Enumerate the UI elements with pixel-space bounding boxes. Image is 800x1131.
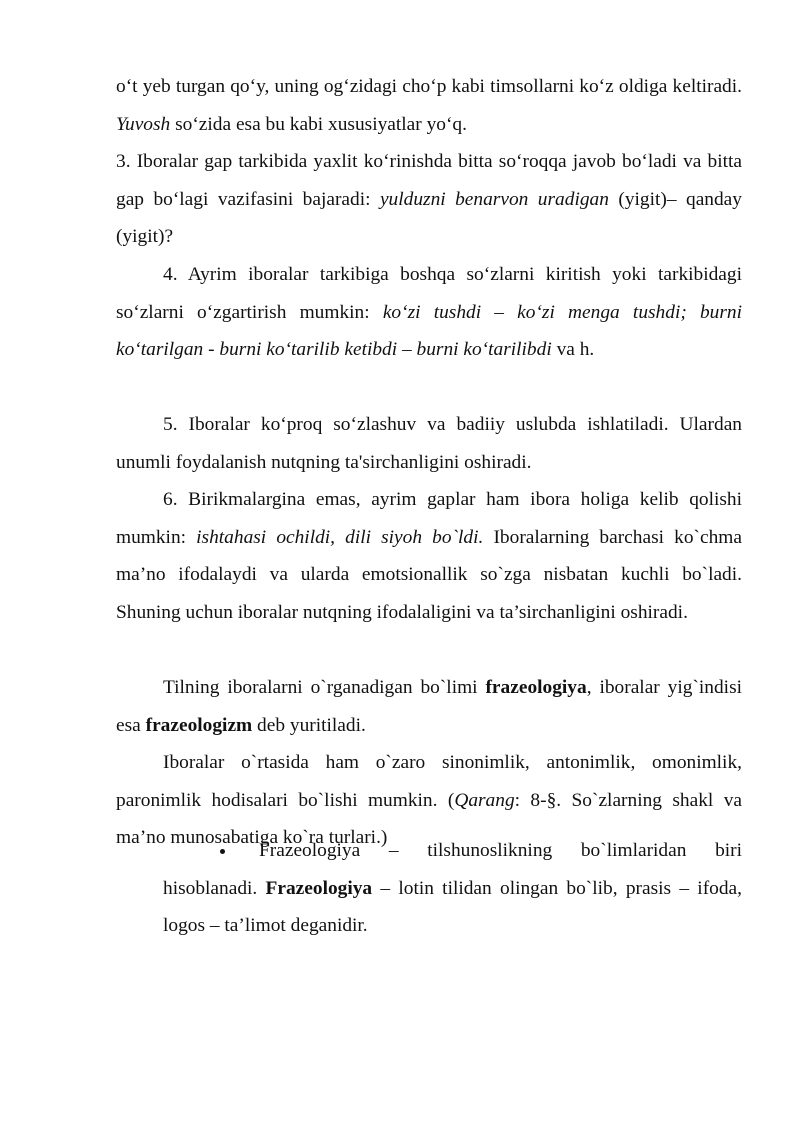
text: va h. <box>551 339 595 361</box>
bold-term: Frazeologiya <box>265 877 373 899</box>
paragraph-point-6 <box>116 481 742 631</box>
text: Tilning iboralarni o`rganadigan bo`limi <box>163 677 486 698</box>
text: – lotin tilidan olingan bo`lib, prasis – ifoda, logos – ta’limot deganidir. <box>163 877 743 937</box>
italic-term: Yuvosh <box>116 113 171 135</box>
paragraph-point-5 <box>116 406 742 481</box>
text: so‘zida esa bu kabi xususiyatlar yo‘q. <box>170 113 467 135</box>
italic-term: Qarang <box>454 789 515 811</box>
italic-example: ishtahasi ochildi, dili siyoh bo`ldi. <box>196 526 484 548</box>
paragraph-point-4 <box>116 256 742 369</box>
bold-term: frazeologizm <box>145 714 253 736</box>
italic-example: yulduzni benarvon uradigan <box>379 188 609 210</box>
paragraph-qoy-timsol <box>116 68 742 143</box>
text: Iboralar o`rtasida ham o`zaro sinonimlik, antonimlik, omonimlik, paronimlik hodisalari bo`lishi mumkin. ( <box>116 752 742 811</box>
text: Iboralarning barchasi ko`chma ma’no ifodalaydi va ularda emotsionallik so`zga nisbatan kuchli bo`ladi. Shuning uchun iboralar nutqning ifodalaligini va ta’sirchanligini oshiradi. <box>116 526 742 623</box>
text: o‘t yeb turgan qo‘y, uning og‘zidagi cho‘p kabi timsollarni ko‘z oldiga keltiradi. <box>116 76 742 97</box>
paragraph-frazeologiya <box>116 669 742 744</box>
text: 6. Birikmalargina emas, ayrim gaplar ham ibora holiga kelib qolishi mumkin: <box>116 489 742 548</box>
text: deb yuritiladi. <box>252 714 366 736</box>
text: 5. Iboralar ko‘proq so‘zlashuv va badiiy uslubda ishlatiladi. Ulardan unumli foydalanish nutqning ta'sirchanligini oshiradi. <box>116 414 742 473</box>
bullet-item-frazeologiya <box>163 832 742 945</box>
text: , iboralar yig`indisi esa <box>116 677 742 736</box>
italic-example: ko‘zi tushdi – ko‘zi menga tushdi; burni ko‘tarilgan - burni ko‘tarilib ketibdi – burni ko‘tarilibdi <box>116 301 742 361</box>
bold-term: frazeologiya <box>485 677 587 698</box>
text: : 8-§. So`zlarning shakl va ma’no munosabatiga ko`ra turlari.) <box>116 789 742 849</box>
text: 3. Iboralar gap tarkibida yaxlit ko‘rinishda bitta so‘roqqa javob bo‘ladi va bitta gap bo‘lagi vazifasini bajaradi: <box>116 151 742 210</box>
text: Frazeologiya – tilshunoslikning bo`limlaridan biri hisoblanadi. <box>163 840 742 899</box>
text: 4. Ayrim iboralar tarkibiga boshqa so‘zlarni kiritish yoki tarkibidagi so‘zlarni o‘zgartirish mumkin: <box>116 264 742 323</box>
paragraph-point-3 <box>116 143 742 256</box>
text: (yigit)– qanday (yigit)? <box>116 188 742 248</box>
